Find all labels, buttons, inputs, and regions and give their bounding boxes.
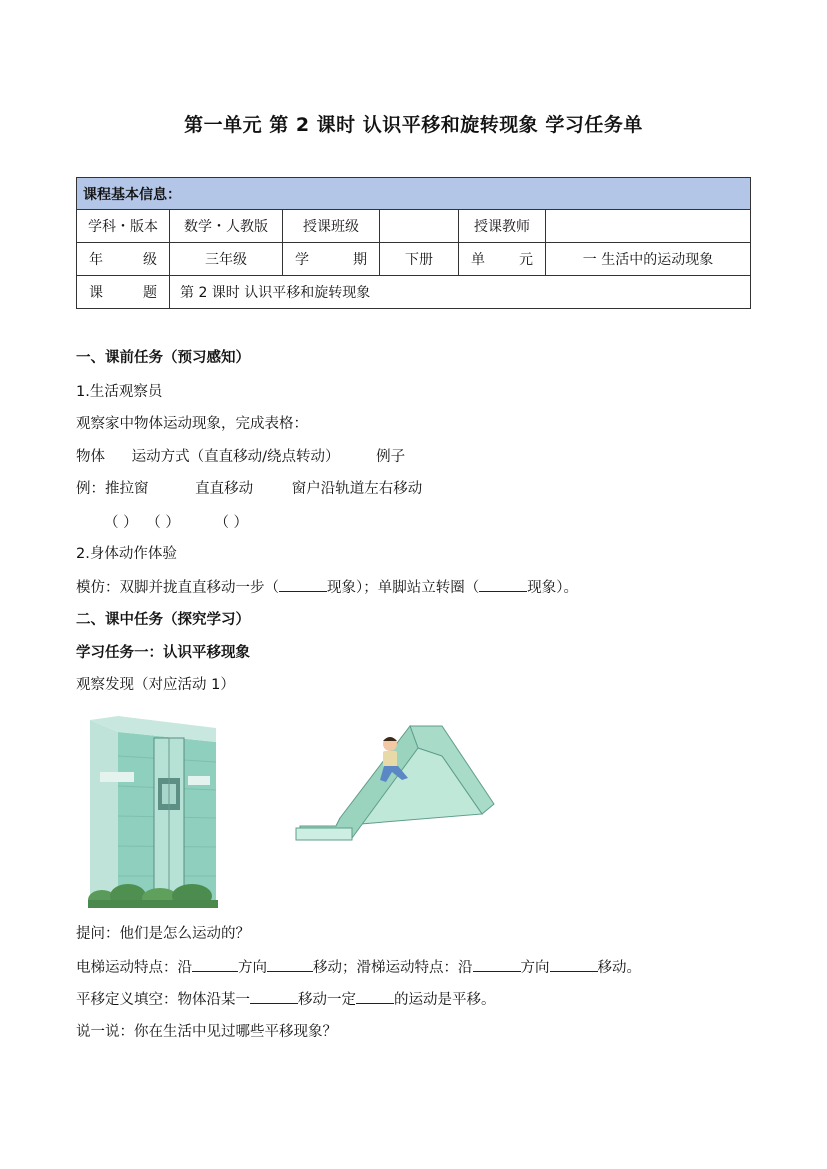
- grade-label: 年级: [77, 243, 170, 276]
- topic-value: 第 2 课时 认识平移和旋转现象: [170, 276, 751, 309]
- class-value: [380, 210, 459, 243]
- task1-heading: 学习任务一：认识平移现象: [76, 645, 250, 661]
- col-object: 物体: [76, 449, 105, 465]
- info-header: 课程基本信息：: [77, 178, 751, 210]
- teacher-value: [546, 210, 751, 243]
- pre-task-heading: 一、课前任务（预习感知）: [76, 350, 250, 366]
- observe-label: 观察发现（对应活动 1）: [76, 677, 235, 693]
- paren-blank-1[interactable]: （ ）: [104, 515, 138, 531]
- question-line: 提问：他们是怎么运动的？: [76, 926, 250, 942]
- example-mode: 直直移动: [195, 481, 254, 497]
- elev-text-e: 移动。: [597, 960, 641, 976]
- class-label: 授课班级: [283, 210, 380, 243]
- elev-blank-2[interactable]: [267, 957, 313, 972]
- subject-label: 学科・版本: [77, 210, 170, 243]
- unit-label: 单元: [459, 243, 546, 276]
- elevator-features-line: [76, 957, 641, 978]
- def-text-a: 平移定义填空：物体沿某一: [76, 992, 250, 1008]
- elev-blank-1[interactable]: [192, 957, 238, 972]
- imitate-blank-1[interactable]: [279, 577, 327, 592]
- example-desc: 窗户沿轨道左右移动: [291, 481, 423, 497]
- def-blank-1[interactable]: [250, 989, 298, 1004]
- elev-blank-3[interactable]: [473, 957, 521, 972]
- unit-value: 一 生活中的运动现象: [546, 243, 751, 276]
- page-title: 第一单元 第 2 课时 认识平移和旋转现象 学习任务单: [184, 114, 643, 136]
- subject-value: 数学・人教版: [170, 210, 283, 243]
- grade-value: 三年级: [170, 243, 283, 276]
- col-mode: 运动方式（直直移动/绕点转动）: [131, 449, 340, 465]
- observer-desc: 观察家中物体运动现象，完成表格：: [76, 416, 308, 432]
- example-row: [76, 479, 422, 499]
- term-value: 下册: [380, 243, 459, 276]
- elev-blank-4[interactable]: [550, 957, 598, 972]
- observer-title: 1.生活观察员: [76, 384, 163, 400]
- talk-line: 说一说：你在生活中见过哪些平移现象？: [76, 1024, 337, 1040]
- imitate-line: [76, 577, 578, 598]
- blank-parens-row: [104, 513, 248, 533]
- paren-blank-3[interactable]: （ ）: [214, 515, 249, 531]
- table-columns: [76, 447, 405, 467]
- example-object: 例：推拉窗: [76, 481, 149, 497]
- definition-line: [76, 989, 496, 1010]
- elev-text-b: 方向: [238, 960, 267, 976]
- mid-task-heading: 二、课中任务（探究学习）: [76, 612, 250, 628]
- col-example: 例子: [376, 449, 406, 465]
- def-blank-2[interactable]: [356, 989, 394, 1004]
- teacher-label: 授课教师: [459, 210, 546, 243]
- term-label: 学期: [283, 243, 380, 276]
- imitate-text-c: 现象）。: [527, 580, 578, 596]
- def-text-b: 移动一定: [298, 992, 356, 1008]
- elev-text-d: 方向: [520, 960, 550, 976]
- body-action-title: 2.身体动作体验: [76, 546, 177, 562]
- elev-text-c: 移动；滑梯运动特点：沿: [313, 960, 473, 976]
- elev-text-a: 电梯运动特点：沿: [76, 960, 192, 976]
- imitate-text-b: 现象）；单脚站立转圈（: [327, 580, 480, 596]
- elevator-illustration: [88, 716, 218, 908]
- topic-label: 课题: [77, 276, 170, 309]
- slide-illustration: [292, 722, 496, 844]
- course-info-table: [76, 177, 751, 309]
- def-text-c: 的运动是平移。: [394, 992, 496, 1008]
- paren-blank-2[interactable]: （ ）: [146, 515, 180, 531]
- imitate-text-a: 模仿：双脚并拢直直移动一步（: [76, 580, 279, 596]
- imitate-blank-2[interactable]: [479, 577, 527, 592]
